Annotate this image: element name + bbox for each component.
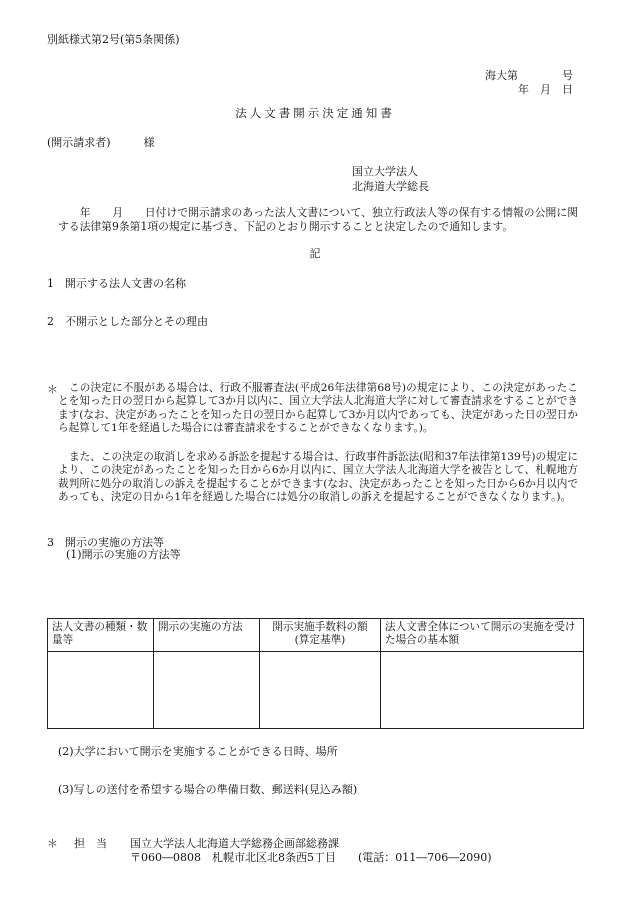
note-mark: ＊ [47,383,58,396]
item-2-heading: 2 不開示とした部分とその理由 [47,315,208,328]
contact-label: 担 当 [74,837,107,850]
section-3-sub-2: (2)大学において開示を実施することができる日時、場所 [58,745,338,758]
contact-organization: 国立大学法人北海道大学総務企画部総務課 [130,837,339,850]
document-date: 年 月 日 [518,83,573,96]
table-cell-method [154,652,260,729]
page-title: 法人文書開示決定通知書 [235,106,395,120]
section-3-sub-3: (3)写しの送付を希望する場合の準備日数、郵送料(見込み額) [58,783,358,796]
table-header-row [48,619,584,652]
sender-org: 国立大学法人 [352,165,418,178]
sender-title: 北海道大学総長 [352,180,429,193]
table-cell-base-amount [381,652,584,729]
body-paragraph: 年 月 日付けで開示請求のあった法人文書について、独立行政法人等の保有する情報の公開に関する法律第9条第1項の規定に基づき、下記のとおり開示することと決定したので通知します。 [58,206,578,233]
contact-address: 〒060―0808 札幌市北区北8条西5丁目 [130,851,336,864]
table-row [48,652,584,729]
table-header-method: 開示の実施の方法 [154,619,260,652]
table-cell-document-type [48,652,154,729]
note-lawsuit: また、この決定の取消しを求める訴訟を提起する場合は、行政事件訴訟法(昭和37年法律第139号)の規定により、この決定があったことを知った日から6か月以内に、国立大学法人北海道大学を被告として、札幌地方裁判所に処分の取消しの訴えを提起することができます(なお、決定があったことを知った日から6か月以内であっても、決定の日から1年を経過した場合には処分の取消しの訴えを提起することができなくなります。)。 [58,451,578,504]
table-header-fee-basis: (算定基準) [294,634,346,646]
item-1-heading: 1 開示する法人文書の名称 [47,277,186,290]
contact-phone: (電話：011―706―2090) [358,851,492,864]
note-appeal: この決定に不服がある場合は、行政不服審査法(平成26年法律第68号)の規定により、この決定があったことを知った日の翌日から起算して3か月以内に、国立大学法人北海道大学に対して審査請求をすることができます(なお、決定があったことを知った日の翌日から起算して3か月以内であっても、決定があった日の翌日から起算して1年を経過した場合には審査請求をすることができなくなります。)。 [58,382,578,435]
addressee: (開示請求者) 様 [47,136,155,149]
form-label: 別紙様式第2号(第5条関係) [47,33,180,46]
section-3-sub-1: (1)開示の実施の方法等 [66,548,181,561]
ki-heading: 記 [309,247,321,260]
section-3-heading: 3 開示の実施の方法等 [47,536,164,549]
table-header-document-type: 法人文書の種類・数量等 [48,619,154,652]
table-cell-fee [260,652,381,729]
table-header-fee-label: 開示実施手数料の額 [272,621,368,633]
table-header-base-amount: 法人文書全体について開示の実施を受けた場合の基本額 [381,619,584,652]
table-header-fee [260,619,381,652]
disclosure-method-table [47,618,584,729]
contact-mark: ＊ [47,837,58,850]
document-number: 海大第 号 [485,69,573,82]
